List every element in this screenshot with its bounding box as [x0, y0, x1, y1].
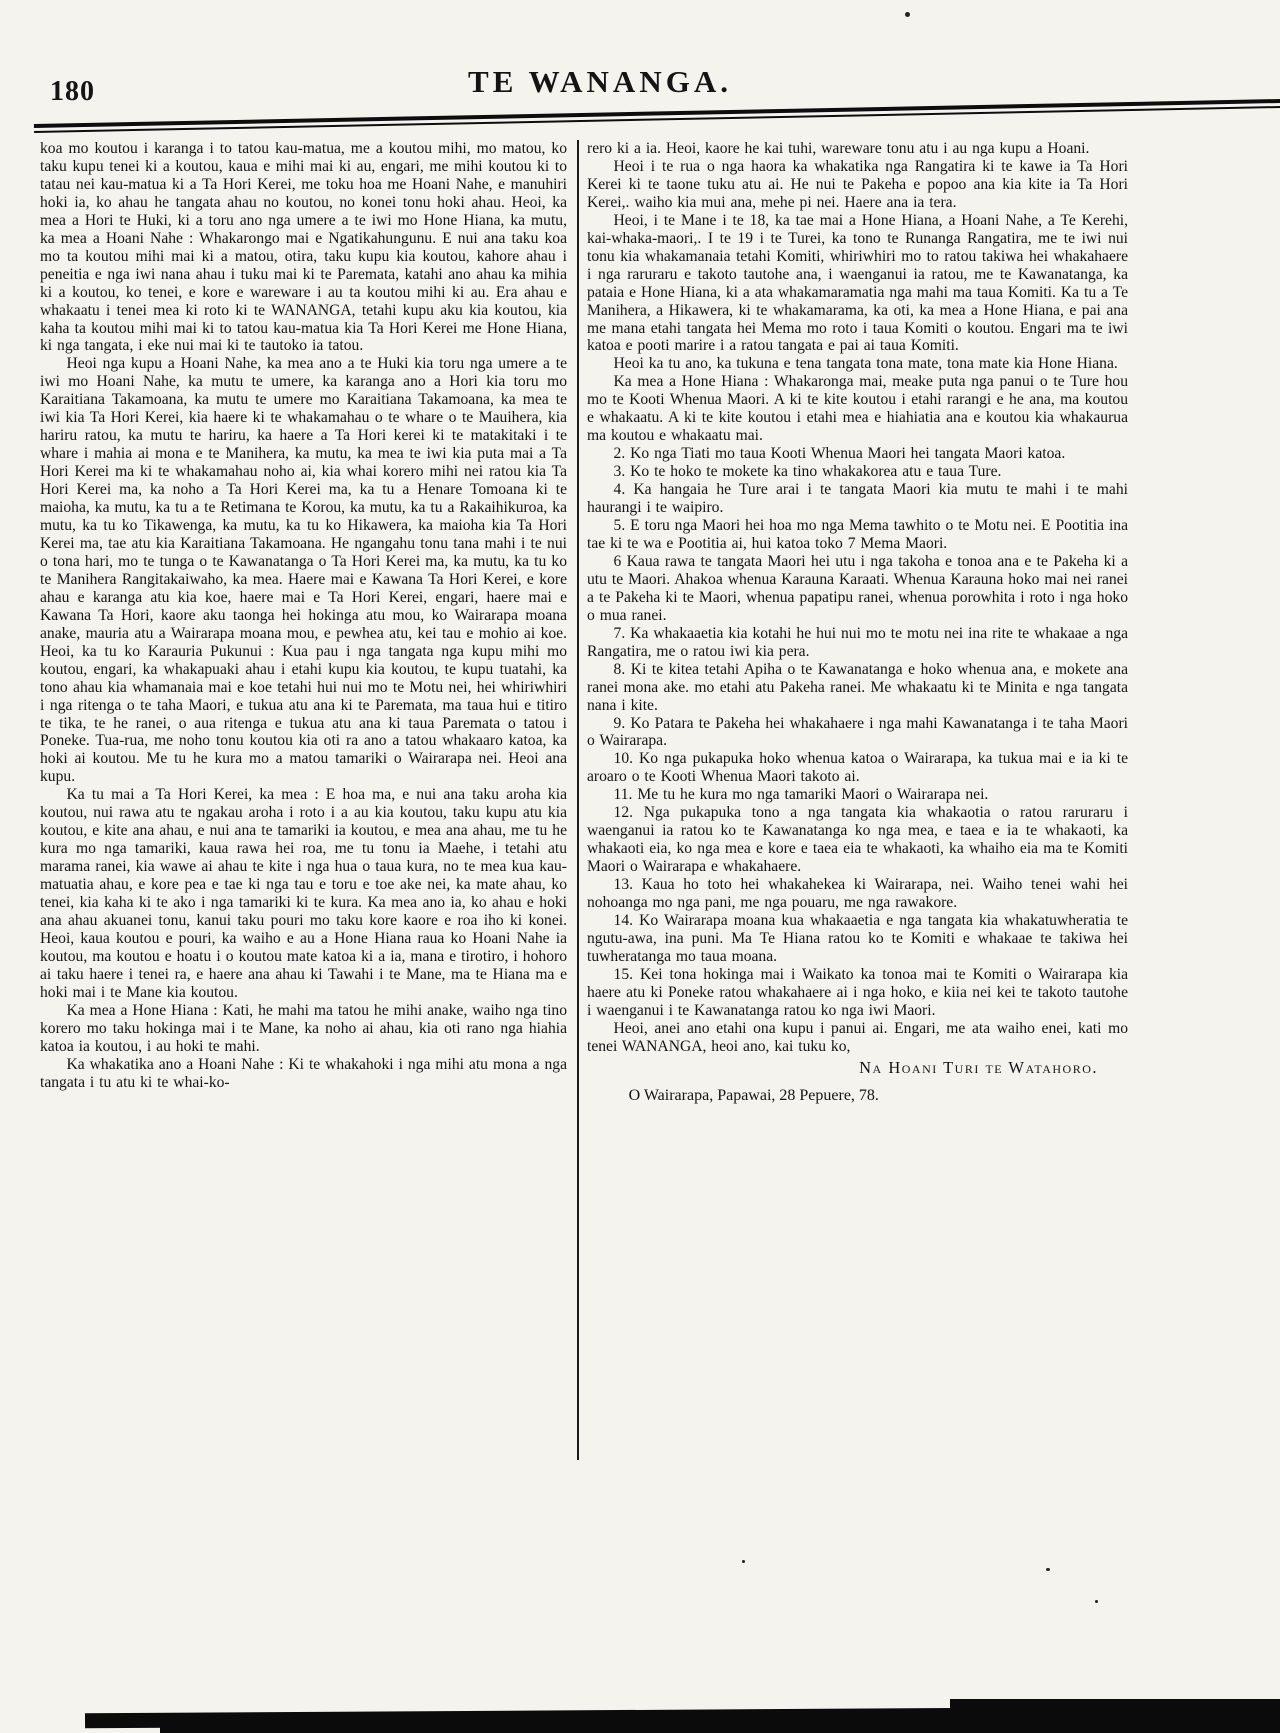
paragraph: 4. Ka hangaia he Ture arai i te tangata Maori kia mutu te mahi i te mahi haurangi i te waipiro.: [587, 481, 1128, 517]
left-column: [40, 140, 567, 1460]
paragraph: 3. Ko te hoko te mokete ka tino whakakorea atu e taua Ture.: [613, 463, 1002, 481]
paragraph: Heoi, i te Mane i te 18, ka tae mai a Hone Hiana, a Hoani Nahe, a Te Kerehi, kai-whaka-maori,. I te 19 i te Turei, ka tono te Runanga Rangatira, me te iwi nui tonu kia whakamanaia tetahi Komiti, whiriwhiri mo to ratou takiwa hei whakahaere i nga raruraru e takoto tautohe ana, i waenganui ia ratou, me te Kawanatanga, ka pataia e Hone Hiana, ki a ata whakamaramatia nga mahi ma taua Komiti. Ka tu a Te Manihera, a Hikawera, ki te whakamarama, ka oti, ka mea a Hone Hiana, e pai ana me mana etahi tangata hei Mema mo roto i taua Komiti o koutou. Engari ma te iwi katoa e pooti marire i a ratou tangata e pai ai taua Komiti.: [587, 211, 1128, 355]
paragraph: koa mo koutou i karanga i to tatou kau-matua, me a koutou mihi, mo matou, ko taku kupu tenei ki a koutou, kaua e mihi mai ki au, engari, me mihi koutou ki to tatau nei kau-matua ki a Ta Hori Kerei, me toku hoa me Hoani Nahe, e manuhiri hoki ia, ko ahau he tangata ahau no koutou, no konei tonu hoki ahau. Heoi, ka mea a Hori te Huki, ki a toru ano nga umere a te iwi mo Hone Hiana, ka mutu, ka mea a Hoani Nahe : Whakarongo mai e Ngatikahungunu. E nui ana taku koa mo ta koutou mihi mai ki a matou, otira, taku kupu kia koutou, kahore ahau i peneitia e nga iwi nana ahau i tuku mai ki te Paremata, katahi ano ahau ka mihia ki a koutou, ko tenei, e kore e wareware i au ta koutou mihi ki au. Era ahau e whakaatu i tenei mea ki roto ki te WANANGA, tetahi kupu aku kia koutou, kia kaha ta koutou mihi mai ki to tatou kau-matua kia Ta Hori Kerei me Hone Hiana, ki nga tangata, i eke nui mai ki te tautoko ia tatou.: [40, 140, 567, 355]
right-column: [587, 140, 1128, 1460]
right-column-paragraphs: [587, 140, 1128, 1056]
dateline: O Wairarapa, Papawai, 28 Pepuere, 78.: [628, 1086, 879, 1104]
paragraph: 6 Kaua rawa te tangata Maori hei utu i nga takoha e tonoa ana e te Pakeha ki a utu te Maori. Ahakoa whenua Karauna Karaati. Whenua Karauna hoko mai nei ranei a te Pakeha ki te Maori, whenua papatipu ranei, whenua porowhita i roto i nga hoko o mua ranei.: [587, 552, 1128, 624]
paragraph: 15. Kei tona hokinga mai i Waikato ka tonoa mai te Komiti o Wairarapa kia haere atu ki Poneke ratou whakahaere ai i nga hoko, e kiia nei kei te takoto tautohe i waenganui i te Kawanatanga ratou ko nga iwi Maori.: [587, 965, 1128, 1019]
paragraph: Ka mea a Hone Hiana : Kati, he mahi ma tatou he mihi anake, waiho nga tino korero mo taku hokinga mai i te Mane, ka noho ai ahau, kia oti rano nga hiahia katoa ia koutou, i au hoki te mahi.: [40, 1001, 567, 1055]
paragraph: 5. E toru nga Maori hei hoa mo nga Mema tawhito o te Motu nei. E Pootitia ina tae ki te wa e Pootitia ai, hui katoa toko 7 Mema Maori.: [587, 517, 1128, 552]
paragraph: Heoi nga kupu a Hoani Nahe, ka mea ano a te Huki kia toru nga umere a te iwi mo Hoani Nahe, ka mutu te umere, ka karanga ano a Hori kia toru mo Karaitiana Takamoana, ka mutu te umere mo Karaitiana Takamoana, ka mea te iwi kia Ta Hori Kerei, kia haere ki te whakamahau o te whare o te Mauihera, kia hariru ratou, ka mutu te hariru, ka haere a Ta Hori kerei ki te matakitaki i te whare i mahia ai mona e te Manihera, ka mutu, ka mea te iwi kia puta mai a Ta Hori Kerei ma ki te whakamahau noho ai, kia whai korero mihi nei ratou kia Ta Hori Kerei ma, ka noho a Ta Hori Kerei ma, ka tu a Henare Tomoana ki te maioha, ka mutu, ka tu a te Retimana te Korou, ka mutu, ka tu a Rakaihikuroa, ka mutu, ka tu ko Tikawenga, ka mutu, ka tu ko Hikawera, ka maioha kia Ta Hori Kerei ma, tae atu kia Karaitiana Takamoana. He ngangahu tonu tana mahi i te nui o tona hari, mo te tunga o te Kawanatanga o Ta Hori Kerei ma, ka mutu, ka tu ko te Manihera Rangitakaiwaho, ka mea. Haere mai e Kawana Ta Hori Kerei, e kore ahau e karanga atu kia koe, haere mai e Ta Hori Kerei, engari, haere mai e Kawana Ta Hori, kaore aku taonga hei hokinga atu mou, ko Wairarapa moana anake, mauria atu a Wairarapa moana mou, e pewhea atu, kei tau e mohio ai koe. Heoi, ka tu ko Karauria Pukunui : Kua pau i nga tangata nga kupu mihi mo koutou, engari, ka whakapuaki ahau i etahi kupu kia koutou, te kupu tuatahi, ka tono ahau kia whamanaia mai e koe tetahi hui nui mo te Motu nei, hei whiriwhiri i nga ritenga o te taha Maori, e tukua atu ana ki te Paremata, ma taua hui e titiro te tika, te he ranei, o aua ritenga e tukua atu ana ki taua Paremata o tatou i Poneke. Tua-rua, me noho tonu koutou kia oti ra ano a tatou whakaaro katoa, ka hoki ai koutou. Me tu he kura mo a matou tamariki o Wairarapa nei. Heoi ana kupu.: [40, 355, 567, 786]
scan-speck: [905, 12, 910, 17]
paragraph: Ka whakatika ano a Hoani Nahe : Ki te whakahoki i nga mihi atu mona a nga tangata i tu atu ki te whai-ko-: [40, 1055, 567, 1091]
paragraph: Heoi i te rua o nga haora ka whakatika nga Rangatira ki te kawe ia Ta Hori Kerei ki te taone tuku atu ai. He nui te Pakeha e popoo ana kia kite ia Ta Hori Kerei,. waiho kia mui ana, mehe pi nei. Haere ana ia tera.: [587, 157, 1128, 211]
paragraph: Ka mea a Hone Hiana : Whakaronga mai, meake puta nga panui o te Ture hou mo te Kooti Whenua Maori. A ki te kite koutou i etahi rarangi e he ana, ma koutou e whakaatu. A ki te kite koutou i etahi mea e hiahiatia ana e koutou kia whakaurua ma koutou e whakaatu mai.: [587, 373, 1128, 445]
scan-ink-corner: [950, 1699, 1280, 1733]
signature-line: Na Hoani Turi te Watahoro.: [859, 1057, 1098, 1077]
paragraph: Ka tu mai a Ta Hori Kerei, ka mea : E hoa ma, e nui ana taku aroha kia koutou, nui rawa atu te ngakau aroha i roto i a au kia koutou, taku kupu atu kia koutou, e kite ana ahau, e nui ana te tamariki ia koutou, e mea ana ahau, me tu he kura mo nga tamariki, kaua rawa hei roa, me tu tonu ia Maehe, i tetahi atu marama ranei, kia wawe ai ahau te kite i nga hua o taua kura, no te mea kua kau-matuatia ahau, e kore pea e tae ki nga tau e toru e toe ake nei, ka mate ahau, ko tenei, kia kaha ki te ako i nga tamariki ki te kura. Ka mea ano ia, ko ahau e hoki ana ahau akuanei tonu, kanui taku pouri mo taku kore kaore e roa iho ki konei. Heoi, kaua koutou e pouri, ka waiho e au a Hone Hiana raua ko Hoani Nahe ia koutou, ma koutou e hoatu i o koutou mate katoa ki a ia, mana e tirotiro, i hohoro ai taku haere i tenei ra, e haere ana ahau ki Tawahi i te Mane, ma te Hiana ma e hoki mai i te Mane kia koutou.: [40, 786, 567, 1001]
page-number: 180: [50, 76, 95, 107]
paragraph: 13. Kaua ho toto hei whakahekea ki Wairarapa, nei. Waiho tenei wahi hei nohoanga mo nga pani, me nga pouaru, me nga rawakore.: [587, 876, 1128, 912]
column-divider-rule: [577, 140, 579, 1460]
paragraph: 12. Nga pukapuka tono a nga tangata kia whakaotia o ratou raruraru i waenganui ia ratou ko te Kawanatanga ko nga mea, e taea e ia te whakaoti, ka whakaoti eia, ko nga mea e kore e taea eia te whakaoti, ka whaiho eia ma te Komiti Maori o Wairarapa e whakahaere.: [587, 804, 1128, 876]
paragraph: 7. Ka whakaaetia kia kotahi he hui nui mo te motu nei ina rite te whakaae a nga Rangatira, me o ratou iwi kia pera.: [587, 624, 1128, 660]
scan-speck: [1095, 1600, 1098, 1603]
paragraph: Heoi, anei ano etahi ona kupu i panui ai. Engari, me ata waiho enei, kati mo tenei WANANGA, heoi ano, kai tuku ko,: [587, 1019, 1128, 1055]
paragraph: rero ki a ia. Heoi, kaore he kai tuhi, wareware tonu atu i au nga kupu a Hoani.: [587, 140, 1090, 157]
paragraph: 11. Me tu he kura mo nga tamariki Maori o Wairarapa nei.: [613, 786, 989, 804]
paragraph: Heoi ka tu ano, ka tukuna e tena tangata tona mate, tona mate kia Hone Hiana.: [613, 355, 1118, 373]
paragraph: 8. Ki te kitea tetahi Apiha o te Kawanatanga e hoko whenua ana, e mokete ana ranei mona ake. mo etahi atu Pakeha ranei. Me whakaatu ki te Minita e nga tangata nana i kite.: [587, 660, 1128, 714]
scan-speck: [742, 1560, 745, 1563]
masthead-title: TE WANANGA.: [468, 64, 732, 99]
paragraph: 14. Ko Wairarapa moana kua whakaaetia e nga tangata kia whakatuwheratia te ngutu-awa, ina puni. Ma Te Hiana ratou ko te Komiti e whakaae te takiwa hei tuwheratanga mo taua moana.: [587, 911, 1128, 965]
rule-thick: [34, 99, 1280, 128]
scan-speck: [1046, 1568, 1050, 1571]
text-columns: [40, 140, 1128, 1460]
paragraph: 9. Ko Patara te Pakeha hei whakahaere i nga mahi Kawanatanga i te taha Maori o Wairarapa.: [587, 714, 1128, 750]
header-double-rule: [34, 99, 1280, 133]
paragraph: 10. Ko nga pukapuka hoko whenua katoa o Wairarapa, ka tukua mai e ia ki te aroaro o te Kooti Whenua Maori takoto ai.: [587, 750, 1128, 786]
paragraph: 2. Ko nga Tiati mo taua Kooti Whenua Maori hei tangata Maori katoa.: [613, 445, 1066, 463]
